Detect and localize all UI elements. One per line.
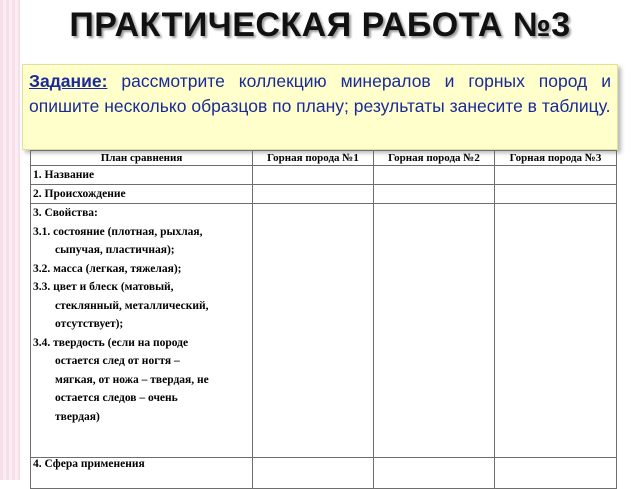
cell-rock1-origin[interactable] <box>253 185 374 204</box>
cell-rock2-properties[interactable] <box>374 204 495 458</box>
header-rock-2: Горная порода №2 <box>374 151 495 166</box>
property-mass: 3.2. масса (легкая, тяжелая); <box>33 262 182 275</box>
cell-rock2-usage[interactable] <box>374 458 495 489</box>
cell-rock3-name[interactable] <box>495 166 617 185</box>
row-usage-label: 4. Сфера применения <box>31 458 253 489</box>
cell-rock3-origin[interactable] <box>495 185 617 204</box>
header-rock-3: Горная порода №3 <box>495 151 617 166</box>
property-hardness-cont-2: мягкая, от ножа – твердая, не <box>55 373 209 386</box>
header-rock-1: Горная порода №1 <box>253 151 374 166</box>
task-box <box>22 64 618 150</box>
table-row <box>31 185 617 204</box>
property-hardness: 3.4. твердость (если на породе <box>33 336 189 349</box>
property-color-cont-2: отсутствует); <box>55 318 124 330</box>
cell-rock3-usage[interactable] <box>495 458 617 489</box>
property-hardness-cont-4: твердая) <box>55 410 100 423</box>
task-text: рассмотрите коллекцию минералов и горных пород и опишите несколько образцов по плану; результаты занесите в таблицу. <box>29 71 611 116</box>
decorative-side-band <box>0 0 20 480</box>
row-name-label: 1. Название <box>31 166 253 185</box>
cell-rock2-name[interactable] <box>374 166 495 185</box>
cell-rock1-properties[interactable] <box>253 204 374 458</box>
header-plan: План сравнения <box>31 151 253 166</box>
table-row <box>31 166 617 185</box>
page-title: ПРАКТИЧЕСКАЯ РАБОТА №3 <box>69 6 571 44</box>
table-row <box>31 204 617 458</box>
cell-rock3-properties[interactable] <box>495 204 617 458</box>
comparison-table <box>30 150 617 489</box>
cell-rock1-usage[interactable] <box>253 458 374 489</box>
task-label: Задание: <box>29 71 108 91</box>
table-header-row <box>31 151 617 166</box>
property-hardness-cont-3: остается следов – очень <box>55 392 178 404</box>
property-state-cont: сыпучая, пластичная); <box>55 244 175 256</box>
property-color: 3.3. цвет и блеск (матовый, <box>33 281 174 293</box>
row-origin-label: 2. Происхождение <box>31 185 253 204</box>
property-hardness-cont-1: остается след от ногтя – <box>55 355 180 367</box>
property-color-cont-1: стеклянный, металлический, <box>55 299 209 312</box>
cell-rock1-name[interactable] <box>253 166 374 185</box>
property-state: 3.1. состояние (плотная, рыхлая, <box>33 225 203 238</box>
row-properties-label <box>31 204 253 458</box>
cell-rock2-origin[interactable] <box>374 185 495 204</box>
table-row <box>31 458 617 489</box>
properties-heading: 3. Свойства: <box>33 207 98 219</box>
